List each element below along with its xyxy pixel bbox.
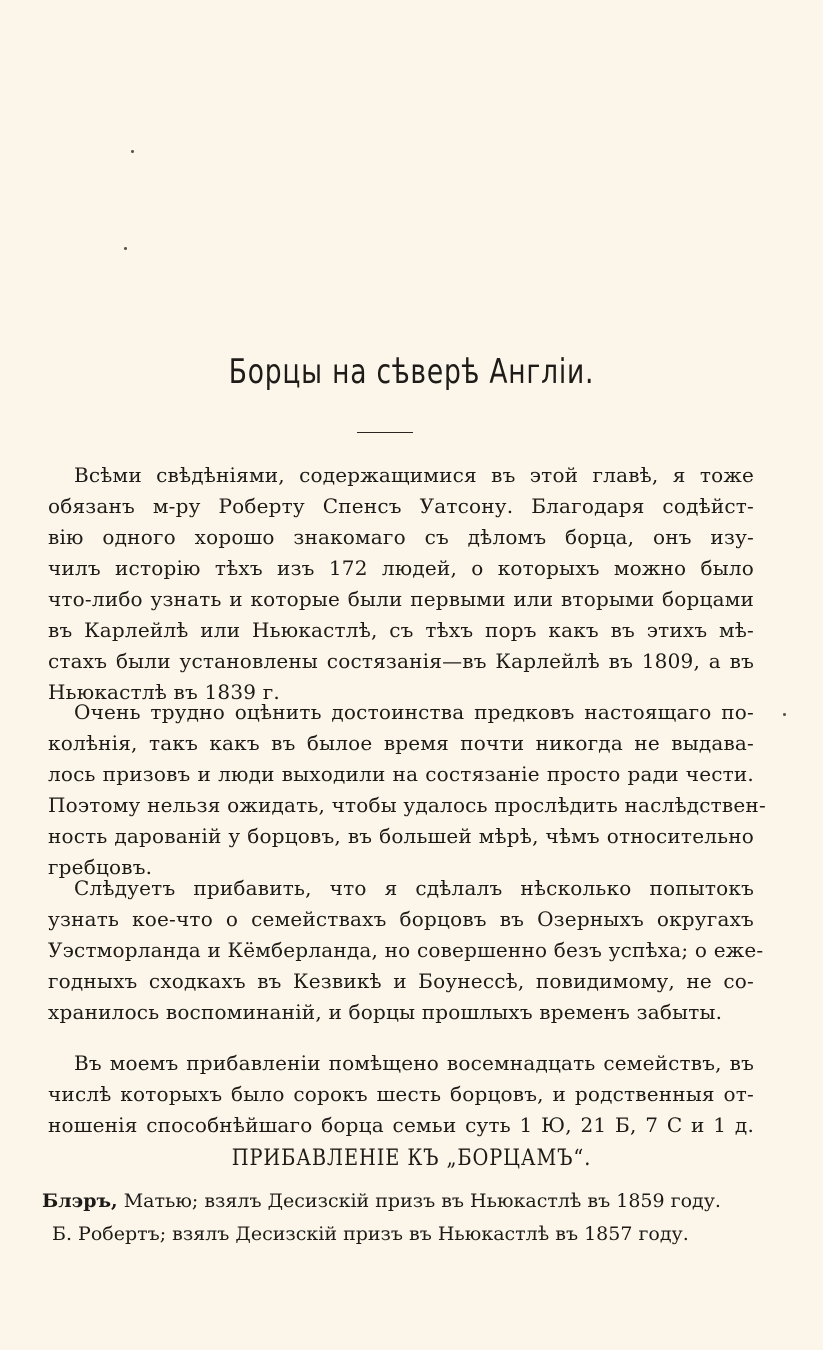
appendix-entries	[42, 1185, 754, 1251]
text-line: чилъ исторію тѣхъ изъ 172 людей, о которыхъ можно было	[48, 556, 754, 580]
appendix-heading: ПРИБАВЛЕНІЕ КЪ „БОРЦАМЪ“.	[231, 1146, 592, 1171]
text-line: Уэстморланда и Кёмберланда, но совершенно безъ успѣха; о еже-	[48, 938, 764, 962]
print-speck	[124, 247, 127, 250]
chapter-title: Борцы на сѣверѣ Англіи.	[228, 352, 595, 392]
text-line: узнать кое-что о семействахъ борцовъ въ Озерныхъ округахъ	[48, 907, 754, 931]
entry-text: Робертъ; взялъ Десизскій призъ въ Ньюкастлѣ въ 1857 году.	[72, 1223, 689, 1245]
text-line: стахъ были установлены состязанія—въ Карлейлѣ въ 1809, а въ	[48, 649, 754, 673]
paragraph-2	[48, 697, 766, 883]
text-line: что-либо узнать и которые были первыми или вторыми борцами	[48, 587, 754, 611]
text-line: Слѣдуетъ прибавить, что я сдѣлалъ нѣсколько попытокъ	[74, 876, 754, 900]
text-line: хранилось воспоминаній, и борцы прошлыхъ временъ забыты.	[48, 1000, 723, 1024]
print-speck	[131, 150, 134, 153]
text-line: годныхъ сходкахъ въ Кезвикѣ и Боунессѣ, повидимому, не со-	[48, 969, 754, 993]
entry-text: Матью; взялъ Десизскій призъ въ Ньюкастлѣ въ 1859 году.	[117, 1190, 721, 1212]
paragraph-4	[48, 1048, 754, 1141]
text-line: Поэтому нельзя ожидать, чтобы удалось прослѣдить наслѣдствен-	[48, 793, 766, 817]
title-divider	[357, 432, 413, 433]
entry-surname: Б.	[52, 1223, 73, 1245]
paragraph-1	[48, 460, 754, 708]
appendix-entry	[42, 1185, 754, 1218]
text-line: числѣ которыхъ было сорокъ шесть борцовъ, и родственныя от-	[48, 1082, 754, 1106]
appendix-entry	[42, 1218, 754, 1251]
text-line: колѣнія, такъ какъ въ былое время почти никогда не выдава-	[48, 731, 754, 755]
entry-surname: Блэръ,	[42, 1190, 118, 1212]
print-speck	[783, 713, 786, 716]
text-line: ношенія способнѣйшаго борца семьи суть 1 Ю, 21 Б, 7 С и 1 д.	[48, 1113, 754, 1137]
text-line: Очень трудно оцѣнить достоинства предковъ настоящаго по-	[74, 700, 754, 724]
text-line: вію одного хорошо знакомаго съ дѣломъ борца, онъ изу-	[48, 525, 754, 549]
text-line: обязанъ м-ру Роберту Спенсъ Уатсону. Благодаря содѣйст-	[48, 494, 754, 518]
text-line: гребцовъ.	[48, 855, 153, 879]
text-line: ность дарованій у борцовъ, въ большей мѣрѣ, чѣмъ относительно	[48, 824, 754, 848]
text-line: Всѣми свѣдѣніями, содержащимися въ этой главѣ, я тоже	[74, 463, 754, 487]
text-line: въ Карлейлѣ или Ньюкастлѣ, съ тѣхъ поръ какъ въ этихъ мѣ-	[48, 618, 754, 642]
text-line: Въ моемъ прибавленіи помѣщено восемнадцать семействъ, въ	[74, 1051, 754, 1075]
text-line: лось призовъ и люди выходили на состязаніе просто ради чести.	[48, 762, 754, 786]
text-line: Ньюкастлѣ въ 1839 г.	[48, 680, 280, 704]
paragraph-3	[48, 873, 764, 1028]
